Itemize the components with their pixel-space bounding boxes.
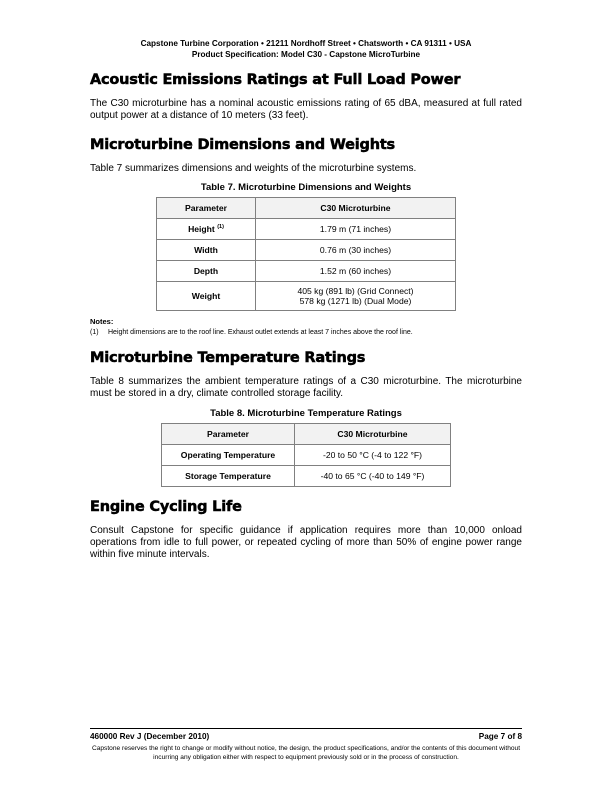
paragraph-acoustic: The C30 microturbine has a nominal acoustic emissions rating of 65 dBA, measured at full rated output power at a distance of 10 meters (33 feet). [90,98,522,121]
footer-divider [90,728,522,729]
note-text: Height dimensions are to the roof line. Exhaust outlet extends at least 7 inches above the roof line. [108,329,413,336]
weight-grid-connect: 405 kg (891 lb) (Grid Connect) [297,286,414,296]
table7 [156,197,456,311]
heading-dimensions: Microturbine Dimensions and Weights [90,137,395,153]
table7-value-height: 1.79 m (71 inches) [256,219,456,240]
table8-value-storage: -40 to 65 °C (-40 to 149 °F) [295,466,451,487]
weight-dual-mode: 578 kg (1271 lb) (Dual Mode) [299,296,412,306]
table8-value-operating: -20 to 50 °C (-4 to 122 °F) [295,445,451,466]
table7-value-weight [256,282,456,311]
table8-header-value: C30 Microturbine [295,424,451,445]
table7-header-value: C30 Microturbine [256,198,456,219]
page-header [90,38,522,60]
table8-param-operating: Operating Temperature [162,445,295,466]
heading-temperature: Microturbine Temperature Ratings [90,350,366,366]
table8-header-parameter: Parameter [162,424,295,445]
paragraph-dimensions: Table 7 summarizes dimensions and weights of the microturbine systems. [90,163,417,174]
note-item [90,329,413,336]
note-number: (1) [90,329,99,336]
table7-value-depth: 1.52 m (60 inches) [256,261,456,282]
table-row [157,261,456,282]
table7-value-width: 0.76 m (30 inches) [256,240,456,261]
table7-param-depth: Depth [157,261,256,282]
table-row [162,466,451,487]
table7-param-weight: Weight [157,282,256,311]
table-row [157,219,456,240]
footer-disclaimer: Capstone reserves the right to change or modify without notice, the design, the product specifications, and/or the contents of this document without incurring any obligation either with respect to equipment previously sold or in the process of construction. [91,745,521,761]
footer-doc-id: 460000 Rev J (December 2010) [90,732,210,741]
table-row [157,282,456,311]
table7-header-parameter: Parameter [157,198,256,219]
paragraph-temperature: Table 8 summarizes the ambient temperature ratings of a C30 microturbine. The microturbine must be stored in a dry, climate controlled storage facility. [90,376,522,399]
table7-param-width: Width [157,240,256,261]
footnote-marker: (1) [217,224,224,230]
table-row [162,445,451,466]
footer-page-number: Page 7 of 8 [478,732,522,741]
table7-param-height [157,219,256,240]
header-company-line: Capstone Turbine Corporation • 21211 Nordhoff Street • Chatsworth • CA 91311 • USA [140,39,472,48]
heading-cycling: Engine Cycling Life [90,499,242,515]
param-label: Height [188,224,215,234]
table-row [157,240,456,261]
table8-param-storage: Storage Temperature [162,466,295,487]
table8-caption: Table 8. Microturbine Temperature Ratings [210,408,402,419]
notes-label: Notes: [90,317,114,326]
paragraph-cycling: Consult Capstone for specific guidance if application requires more than 10,000 onload operations from idle to full power, or repeated cycling of more than 50% of engine power range within five minute intervals. [90,525,522,560]
header-product-line: Product Specification: Model C30 - Capstone MicroTurbine [191,50,421,59]
heading-acoustic: Acoustic Emissions Ratings at Full Load Power [90,72,461,88]
table7-caption: Table 7. Microturbine Dimensions and Weights [200,182,412,193]
table8 [161,423,451,487]
